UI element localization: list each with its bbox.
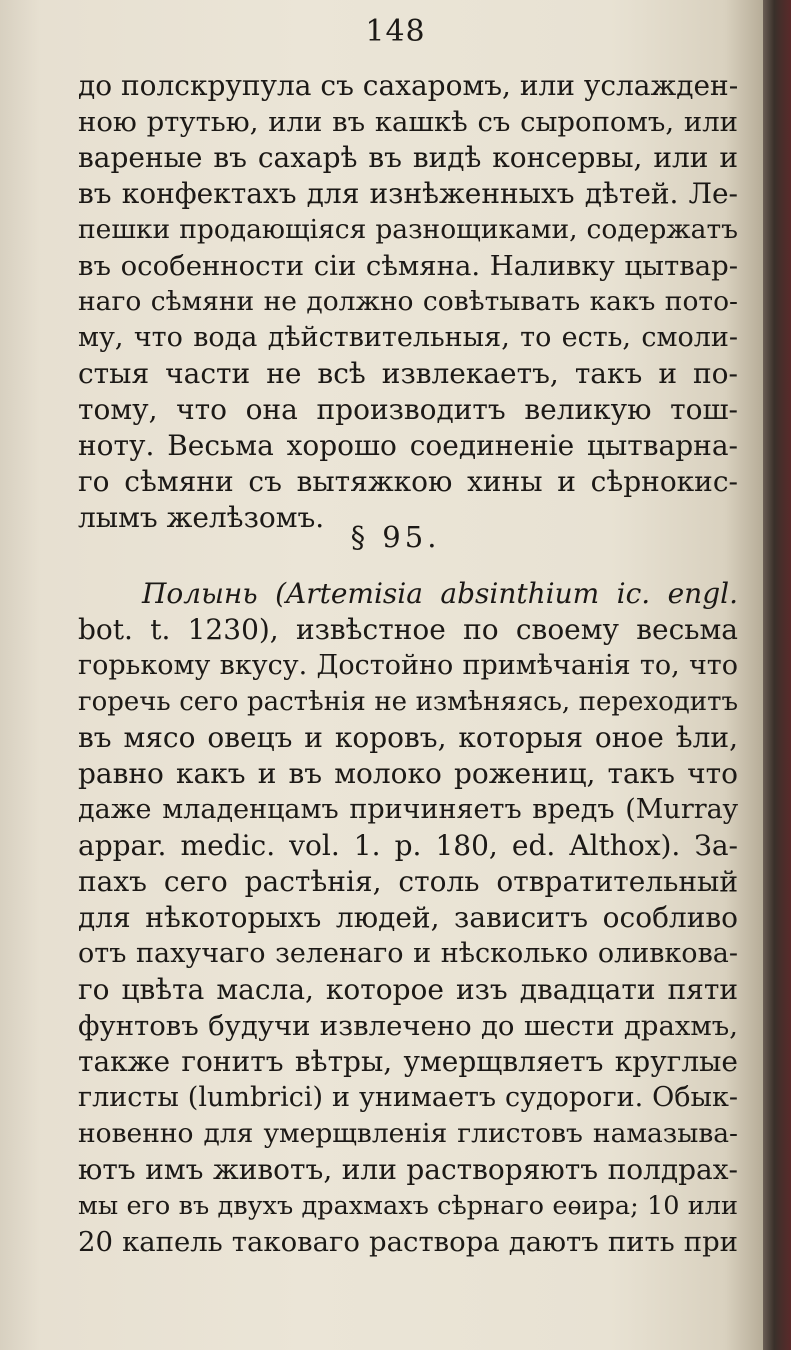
latin-name: (Artemisia absinthium ic. engl. bbox=[275, 577, 738, 610]
page-shading bbox=[0, 0, 40, 1350]
page-number: 148 bbox=[365, 14, 426, 49]
text-line: новенно для умерщвленія глистовъ намазыва- bbox=[78, 1118, 738, 1149]
text-line: горечь сего растѣнія не измѣняясь, переходитъ bbox=[78, 687, 738, 717]
text-line: bot. t. 1230), извѣстное по своему весьма bbox=[78, 613, 738, 646]
text-line: пешки продающіяся разнощиками, содержатъ bbox=[78, 214, 738, 245]
section-heading: § 95. bbox=[350, 520, 441, 554]
first-line bbox=[142, 576, 738, 612]
text-line: 20 капель таковаго раствора даютъ пить при bbox=[78, 1226, 738, 1258]
text-line: ютъ имъ животъ, или растворяютъ полдрах- bbox=[78, 1153, 738, 1186]
text-line: также гонитъ вѣтры, умерщвляетъ круглые bbox=[78, 1045, 738, 1078]
text-line: ноту. Весьма хорошо соединеніе цытварна- bbox=[78, 429, 738, 462]
text-line: въ мясо овецъ и коровъ, которыя оное ѣли, bbox=[78, 721, 738, 754]
text-line: вареные въ сахарѣ въ видѣ консервы, или и bbox=[78, 141, 738, 174]
text-line: тому, что она производитъ великую тош- bbox=[78, 393, 738, 426]
text-line: пахъ сего растѣнія, столь отвратительный bbox=[78, 865, 738, 898]
text-line: въ конфектахъ для изнѣженныхъ дѣтей. Ле- bbox=[78, 177, 738, 210]
text-line: го цвѣта масла, которое изъ двадцати пяти bbox=[78, 973, 738, 1006]
text-line: отъ пахучаго зеленаго и нѣсколько оливкова- bbox=[78, 938, 738, 969]
text-line: глисты (lumbrici) и унимаетъ судороги. Обык- bbox=[78, 1082, 738, 1113]
text-line: мы его въ двухъ драхмахъ сѣрнаго еѳира; 10 или bbox=[78, 1191, 738, 1221]
text-line: равно какъ и въ молоко рожениц, такъ что bbox=[78, 757, 738, 790]
text-line: даже младенцамъ причиняетъ вредъ (Murray bbox=[78, 794, 738, 825]
text-line: наго сѣмяни не должно совѣтывать какъ пото- bbox=[78, 286, 738, 317]
text-line: фунтовъ будучи извлечено до шести драхмъ, bbox=[78, 1010, 738, 1042]
term-name: Полынь bbox=[142, 577, 258, 610]
text-line: для нѣкоторыхъ людей, зависитъ особливо bbox=[78, 901, 738, 934]
text-line: му, что вода дѣйствительныя, то есть, смоли- bbox=[78, 322, 738, 353]
book-binding-edge bbox=[763, 0, 791, 1350]
text-line: лымъ желѣзомъ. bbox=[78, 501, 325, 534]
text-line: въ особенности сіи сѣмяна. Наливку цытвар- bbox=[78, 250, 738, 282]
text-line: стыя части не всѣ извлекаетъ, такъ и по- bbox=[78, 357, 738, 390]
text-line: appar. medic. vol. 1. p. 180, ed. Althox). За- bbox=[78, 829, 738, 862]
text-line: до полскрупула съ сахаромъ, или услажден- bbox=[78, 69, 739, 102]
text-line: ною ртутью, или въ кашкѣ съ сыропомъ, или bbox=[78, 106, 738, 138]
text-line: го сѣмяни съ вытяжкою хины и сѣрнокис- bbox=[78, 465, 738, 498]
text-line: горькому вкусу. Достойно примѣчанія то, что bbox=[78, 650, 738, 681]
